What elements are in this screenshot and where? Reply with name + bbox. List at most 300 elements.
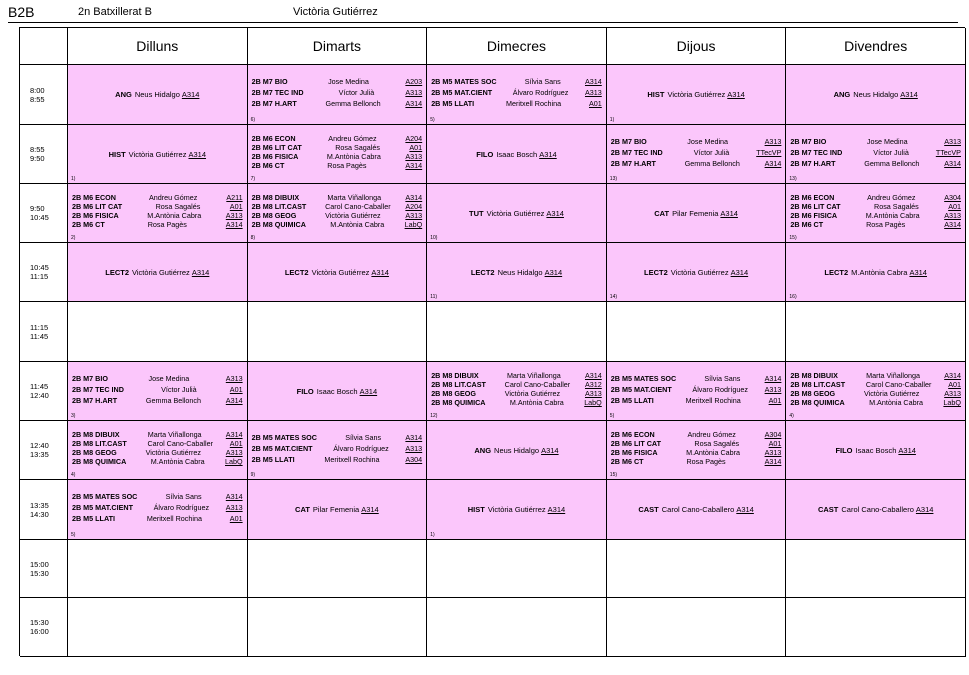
room-label: A314	[544, 267, 563, 277]
lesson-line	[252, 87, 423, 98]
room-label: A314	[539, 149, 557, 159]
teacher-label: Victòria Gutiérrez	[145, 448, 201, 457]
teacher-label: Carol Cano-Caballer	[865, 380, 932, 389]
lesson-slot	[786, 598, 966, 657]
teacher-label: Carol Cano-Caballero	[841, 505, 914, 514]
room-label: A314	[730, 267, 749, 277]
subject-code: 2B M7 TEC IND	[610, 147, 663, 157]
lesson-line	[72, 457, 243, 466]
room-label: A204	[405, 134, 423, 143]
room-label: A314	[736, 505, 754, 514]
time-start: 8:55	[30, 145, 45, 154]
lesson-slot[interactable]	[248, 362, 428, 421]
room-label: A01	[948, 202, 961, 211]
time-end: 11:15	[30, 272, 49, 281]
lesson-slot[interactable]	[427, 243, 607, 302]
teacher-label: Neus Hidalgo	[497, 267, 543, 277]
lesson-slot[interactable]	[248, 243, 428, 302]
subject-code: 2B M5 MATES SOC	[610, 373, 677, 383]
time-start: 10:45	[30, 263, 49, 272]
time-end: 9:50	[30, 154, 45, 163]
slot-number: 6)	[250, 117, 256, 123]
lesson-slot[interactable]	[248, 125, 428, 184]
lesson-line	[252, 454, 423, 465]
lesson-single	[786, 421, 965, 479]
subject-label: ANG	[474, 445, 492, 455]
room-label: A314	[547, 505, 566, 514]
room-label: A313	[405, 211, 423, 220]
subject-code: 2B M8 DIBUIX	[72, 430, 120, 439]
teacher-label: M.Antònia Cabra	[851, 267, 908, 277]
lesson-group	[790, 125, 961, 179]
room-label: A01	[768, 439, 782, 448]
lesson-slot[interactable]	[427, 65, 607, 125]
lesson-slot[interactable]	[427, 480, 607, 540]
lesson-slot[interactable]	[68, 421, 248, 480]
lesson-group	[72, 362, 243, 416]
subject-code: 2B M5 MAT.CIENT	[610, 384, 672, 394]
lesson-line	[790, 202, 961, 211]
time-cell	[20, 540, 68, 598]
subject-label: CAST	[638, 505, 659, 514]
time-end: 14:30	[30, 509, 49, 519]
room-label: A314	[191, 267, 210, 277]
slot-number: 13)	[609, 176, 618, 182]
lesson-line	[431, 98, 602, 109]
time-end: 13:35	[30, 450, 49, 459]
lesson-line	[431, 398, 602, 407]
subject-code: 2B M7 TEC IND	[251, 88, 304, 97]
lesson-group	[431, 362, 602, 416]
room-label: A314	[898, 445, 916, 455]
lesson-single	[427, 125, 606, 183]
lesson-slot	[248, 598, 428, 657]
teacher-label: Jose Medina	[866, 136, 908, 146]
subject-label: ANG	[115, 90, 132, 99]
slot-number: 11)	[430, 294, 438, 300]
subject-code: 2B M5 LLATI	[610, 395, 654, 405]
day-header-3: Dijous	[607, 28, 787, 65]
time-end: 10:45	[30, 213, 49, 222]
lesson-line	[431, 389, 602, 398]
lesson-slot[interactable]	[786, 125, 966, 184]
lesson-slot[interactable]	[68, 362, 248, 421]
time-start: 11:15	[30, 322, 49, 332]
subject-code: 2B M5 LLATI	[431, 99, 475, 108]
subject-label: HIST	[647, 90, 665, 99]
teacher-label: Gemma Bellonch	[864, 158, 920, 168]
lesson-single	[607, 480, 786, 539]
lesson-line	[611, 373, 782, 384]
teacher-label: Carol Cano-Caballero	[661, 505, 735, 514]
teacher-label: Sílvia Sans	[704, 373, 741, 383]
room-label: A01	[229, 514, 243, 523]
lesson-slot[interactable]	[427, 362, 607, 421]
teacher-label: M.Antònia Cabra	[147, 211, 202, 220]
lesson-slot[interactable]	[786, 421, 966, 480]
room-label: A314	[225, 220, 243, 229]
lesson-single	[427, 243, 606, 301]
teacher-label: Carol Cano-Caballer	[325, 202, 391, 211]
subject-code: 2B M5 LLATI	[251, 454, 295, 464]
lesson-group	[252, 421, 423, 475]
lesson-slot[interactable]	[607, 421, 787, 480]
room-label: A314	[359, 386, 378, 396]
teacher-label: Marta Viñallonga	[327, 193, 382, 202]
teacher-label: Meritxell Rochina	[146, 514, 202, 523]
teacher-label: Rosa Pagès	[147, 220, 187, 229]
lesson-line	[72, 220, 243, 229]
subject-code: 2B M6 ECON	[790, 193, 835, 202]
subject-code: 2B M6 ECON	[251, 134, 296, 143]
teacher-label: M.Antònia Cabra	[509, 398, 564, 407]
room-label: A313	[764, 448, 782, 457]
teacher-label: Álvaro Rodríguez	[512, 88, 569, 97]
subject-code: 2B M8 GEOG	[72, 448, 117, 457]
lesson-group	[252, 125, 423, 179]
room-label: A01	[229, 384, 243, 394]
room-label: A314	[546, 208, 564, 218]
time-end: 16:00	[30, 627, 49, 636]
time-start: 15:00	[30, 559, 49, 569]
lesson-slot[interactable]	[248, 184, 428, 243]
subject-code: 2B M7 H.ART	[72, 395, 118, 405]
room-label: A314	[900, 90, 918, 99]
lesson-line	[252, 161, 423, 170]
teacher-label: Victòria Gutiérrez	[311, 267, 370, 277]
lesson-line	[611, 448, 782, 457]
subject-code: 2B M6 ECON	[72, 193, 116, 202]
subject-label: TUT	[469, 208, 484, 218]
room-label: A304	[405, 454, 423, 464]
teacher-label: Marta Viñallonga	[147, 430, 202, 439]
lesson-single	[607, 184, 786, 242]
teacher-label: Carol Cano-Caballer	[147, 439, 214, 448]
lesson-line	[611, 384, 782, 395]
lesson-line	[611, 395, 782, 406]
lesson-single	[786, 65, 965, 124]
room-label: A314	[541, 445, 559, 455]
slot-number: 13)	[789, 176, 797, 182]
subject-code: 2B M6 FISICA	[790, 211, 838, 220]
lesson-slot[interactable]	[786, 243, 966, 302]
teacher-label: Rosa Sagalés	[874, 202, 919, 211]
lesson-slot	[427, 540, 607, 598]
room-label: A314	[225, 395, 243, 405]
lesson-group	[252, 65, 423, 120]
lesson-single	[68, 125, 247, 183]
teacher-label: Meritxell Rochina	[324, 454, 380, 464]
teacher-label: Rosa Sagalés	[155, 202, 201, 211]
subject-code: 2B M5 MATES SOC	[431, 77, 497, 86]
subject-code: 2B M6 FISICA	[72, 211, 119, 220]
room-label: A313	[405, 152, 423, 161]
room-label: A313	[225, 211, 243, 220]
slot-number: 16)	[789, 294, 797, 300]
time-start: 15:30	[30, 618, 49, 627]
room-label: A313	[584, 389, 602, 398]
teacher-label: Isaac Bosch	[496, 149, 538, 159]
lesson-line	[790, 380, 961, 389]
time-start: 13:35	[30, 500, 49, 510]
lesson-line	[72, 202, 243, 211]
class-code: B2B	[8, 4, 35, 20]
lesson-single	[786, 243, 965, 301]
room-label: A204	[405, 202, 423, 211]
room-label: A314	[405, 432, 423, 442]
lesson-single	[607, 65, 786, 124]
teacher-name: Victòria Gutiérrez	[293, 6, 378, 18]
lesson-slot	[68, 302, 248, 362]
lesson-line	[252, 143, 423, 152]
slot-number: 2)	[71, 235, 76, 241]
lesson-slot[interactable]	[786, 362, 966, 421]
lesson-line	[252, 76, 423, 87]
subject-code: 2B M6 LIT CAT	[790, 202, 841, 211]
teacher-label: M.Antònia Cabra	[330, 220, 385, 229]
teacher-label: Meritxell Rochina	[685, 395, 741, 405]
time-cell	[20, 243, 68, 302]
room-label: A313	[944, 389, 961, 398]
teacher-label: Rosa Pagès	[686, 457, 726, 466]
subject-code: 2B M8 LIT.CAST	[790, 380, 846, 389]
subject-code: 2B M5 MATES SOC	[251, 432, 317, 442]
lesson-slot[interactable]	[68, 184, 248, 243]
room-label: A304	[764, 430, 782, 439]
lesson-slot[interactable]	[68, 243, 248, 302]
room-label: A313	[764, 136, 782, 146]
subject-code: 2B M8 LIT.CAST	[251, 202, 307, 211]
room-label: A313	[944, 211, 961, 220]
room-label: A313	[225, 503, 243, 512]
room-label: A314	[764, 457, 782, 466]
lesson-slot	[607, 598, 787, 657]
lesson-line	[72, 211, 243, 220]
lesson-slot[interactable]	[607, 125, 787, 184]
room-label: A211	[226, 193, 243, 202]
slot-number: 4)	[71, 472, 76, 478]
subject-code: 2B M7 BIO	[72, 373, 108, 383]
lesson-slot	[607, 540, 787, 598]
lesson-slot[interactable]	[607, 65, 787, 125]
slot-number: 3)	[71, 413, 76, 419]
teacher-label: Andreu Gómez	[148, 193, 198, 202]
lesson-line	[72, 491, 243, 502]
teacher-label: Jose Medina	[328, 77, 369, 86]
subject-label: ANG	[833, 90, 851, 99]
time-cell	[20, 362, 68, 421]
lesson-group	[611, 421, 782, 475]
lesson-slot[interactable]	[427, 184, 607, 243]
subject-code: 2B M7 H.ART	[251, 99, 297, 108]
subject-code: 2B M6 LIT CAT	[251, 143, 302, 152]
lesson-single	[248, 243, 427, 301]
lesson-slot[interactable]	[248, 480, 428, 540]
teacher-label: M.Antònia Cabra	[150, 457, 205, 466]
teacher-label: M.Antònia Cabra	[869, 398, 924, 407]
slot-number: 4)	[789, 413, 794, 419]
teacher-label: Pilar Femenia	[312, 505, 360, 514]
lesson-slot[interactable]	[786, 184, 966, 243]
subject-code: 2B M8 DIBUIX	[790, 371, 838, 380]
teacher-label: Victòria Gutiérrez	[670, 267, 729, 277]
subject-label: LECT2	[284, 267, 309, 277]
lesson-slot[interactable]	[68, 480, 248, 540]
lesson-single	[427, 421, 606, 479]
time-start: 9:50	[30, 204, 45, 213]
slot-number: 12)	[430, 413, 438, 419]
lesson-slot[interactable]	[248, 65, 428, 125]
lesson-line	[252, 220, 423, 229]
subject-code: 2B M8 GEOG	[431, 389, 476, 398]
room-label: A314	[727, 90, 745, 99]
lesson-slot[interactable]	[607, 362, 787, 421]
lesson-line	[252, 432, 423, 443]
subject-code: 2B M7 TEC IND	[72, 384, 124, 394]
day-header-1: Dimarts	[248, 28, 428, 65]
subject-code: 2B M8 DIBUIX	[251, 193, 300, 202]
teacher-label: Víctor Julià	[161, 384, 197, 394]
subject-label: CAT	[654, 208, 670, 218]
group-name: 2n Batxillerat B	[78, 6, 152, 18]
lesson-single	[68, 243, 247, 301]
lesson-group	[790, 362, 961, 416]
lesson-slot	[786, 540, 966, 598]
lesson-slot[interactable]	[248, 421, 428, 480]
teacher-label: Álvaro Rodríguez	[692, 384, 748, 394]
day-header-4: Divendres	[786, 28, 966, 65]
subject-code: 2B M6 LIT CAT	[72, 202, 123, 211]
teacher-label: Victòria Gutiérrez	[487, 505, 546, 514]
lesson-line	[72, 430, 243, 439]
lesson-line	[790, 193, 961, 202]
teacher-label: M.Antònia Cabra	[686, 448, 741, 457]
teacher-label: Victòria Gutiérrez	[504, 389, 561, 398]
lesson-slot[interactable]	[786, 65, 966, 125]
room-label: A314	[188, 149, 207, 159]
slot-number: 5)	[609, 413, 615, 419]
lesson-line	[790, 398, 961, 407]
teacher-label: Sílvia Sans	[165, 492, 202, 501]
time-cell	[20, 125, 68, 184]
lesson-slot[interactable]	[786, 480, 966, 540]
room-label: A314	[720, 208, 738, 218]
room-label: TTecVP	[756, 147, 782, 157]
room-label: A314	[944, 158, 961, 168]
lesson-group	[72, 421, 243, 475]
lesson-line	[790, 220, 961, 229]
subject-label: LECT2	[824, 267, 849, 277]
teacher-label: Carol Cano-Caballer	[504, 380, 571, 389]
lesson-line	[72, 439, 243, 448]
lesson-single	[427, 184, 606, 242]
lesson-slot	[68, 540, 248, 598]
room-label: LabQ	[225, 457, 243, 466]
subject-code: 2B M7 H.ART	[790, 158, 836, 168]
room-label: A01	[229, 439, 243, 448]
room-label: A314	[764, 158, 782, 168]
room-label: A01	[229, 202, 243, 211]
teacher-label: Andreu Gómez	[867, 193, 916, 202]
lesson-line	[790, 371, 961, 380]
time-start: 12:40	[30, 441, 49, 450]
lesson-line	[252, 98, 423, 109]
room-label: A313	[944, 136, 961, 146]
lesson-slot[interactable]	[68, 125, 248, 184]
lesson-line	[611, 439, 782, 448]
slot-number: 15)	[789, 235, 797, 241]
teacher-label: Gemma Bellonch	[325, 99, 381, 108]
teacher-label: Isaac Bosch	[316, 386, 358, 396]
subject-code: 2B M5 MAT.CIENT	[72, 503, 133, 512]
room-label: A314	[915, 505, 934, 514]
teacher-label: Jose Medina	[687, 136, 729, 146]
room-label: A314	[944, 371, 961, 380]
time-start: 8:00	[30, 85, 45, 95]
subject-label: CAST	[817, 505, 839, 514]
lesson-line	[252, 152, 423, 161]
time-cell	[20, 65, 68, 125]
room-label: A314	[405, 193, 423, 202]
subject-code: 2B M6 CT	[790, 220, 824, 229]
lesson-line	[790, 136, 961, 147]
slot-number: 9)	[250, 472, 256, 478]
page-header	[8, 2, 958, 23]
room-label: A313	[584, 88, 602, 97]
room-label: A314	[405, 99, 423, 108]
room-label: LabQ	[584, 398, 602, 407]
lesson-slot	[607, 302, 787, 362]
subject-label: LECT2	[644, 267, 668, 277]
slot-number: 1)	[609, 117, 615, 123]
timetable-grid	[19, 27, 965, 656]
teacher-label: Rosa Sagalés	[694, 439, 740, 448]
lesson-slot[interactable]	[427, 421, 607, 480]
corner-cell	[20, 28, 68, 65]
lesson-slot	[248, 302, 428, 362]
lesson-line	[72, 448, 243, 457]
lesson-single	[248, 480, 427, 539]
teacher-label: Neus Hidalgo	[134, 90, 180, 99]
slot-number: 14)	[609, 294, 618, 300]
time-end: 8:55	[30, 94, 45, 104]
lesson-slot[interactable]	[427, 125, 607, 184]
room-label: LabQ	[404, 220, 423, 229]
teacher-label: Sílvia Sans	[524, 77, 561, 86]
room-label: A314	[405, 161, 423, 170]
lesson-group	[611, 362, 782, 416]
subject-code: 2B M5 MAT.CIENT	[431, 88, 493, 97]
lesson-slot[interactable]	[607, 184, 787, 243]
lesson-group	[72, 480, 243, 535]
lesson-line	[72, 373, 243, 384]
lesson-slot[interactable]	[607, 480, 787, 540]
lesson-slot[interactable]	[607, 243, 787, 302]
subject-code: 2B M7 BIO	[610, 136, 647, 146]
lesson-slot[interactable]	[68, 65, 248, 125]
slot-number: 1)	[71, 176, 76, 182]
lesson-line	[252, 193, 423, 202]
subject-code: 2B M5 LLATI	[72, 514, 115, 523]
room-label: A314	[944, 220, 961, 229]
teacher-label: Álvaro Rodríguez	[333, 443, 389, 453]
lesson-line	[790, 389, 961, 398]
teacher-label: Andreu Gómez	[687, 430, 736, 439]
subject-code: 2B M6 LIT CAT	[610, 439, 661, 448]
room-label: A314	[764, 373, 782, 383]
room-label: A314	[371, 267, 389, 277]
room-label: A314	[225, 492, 243, 501]
